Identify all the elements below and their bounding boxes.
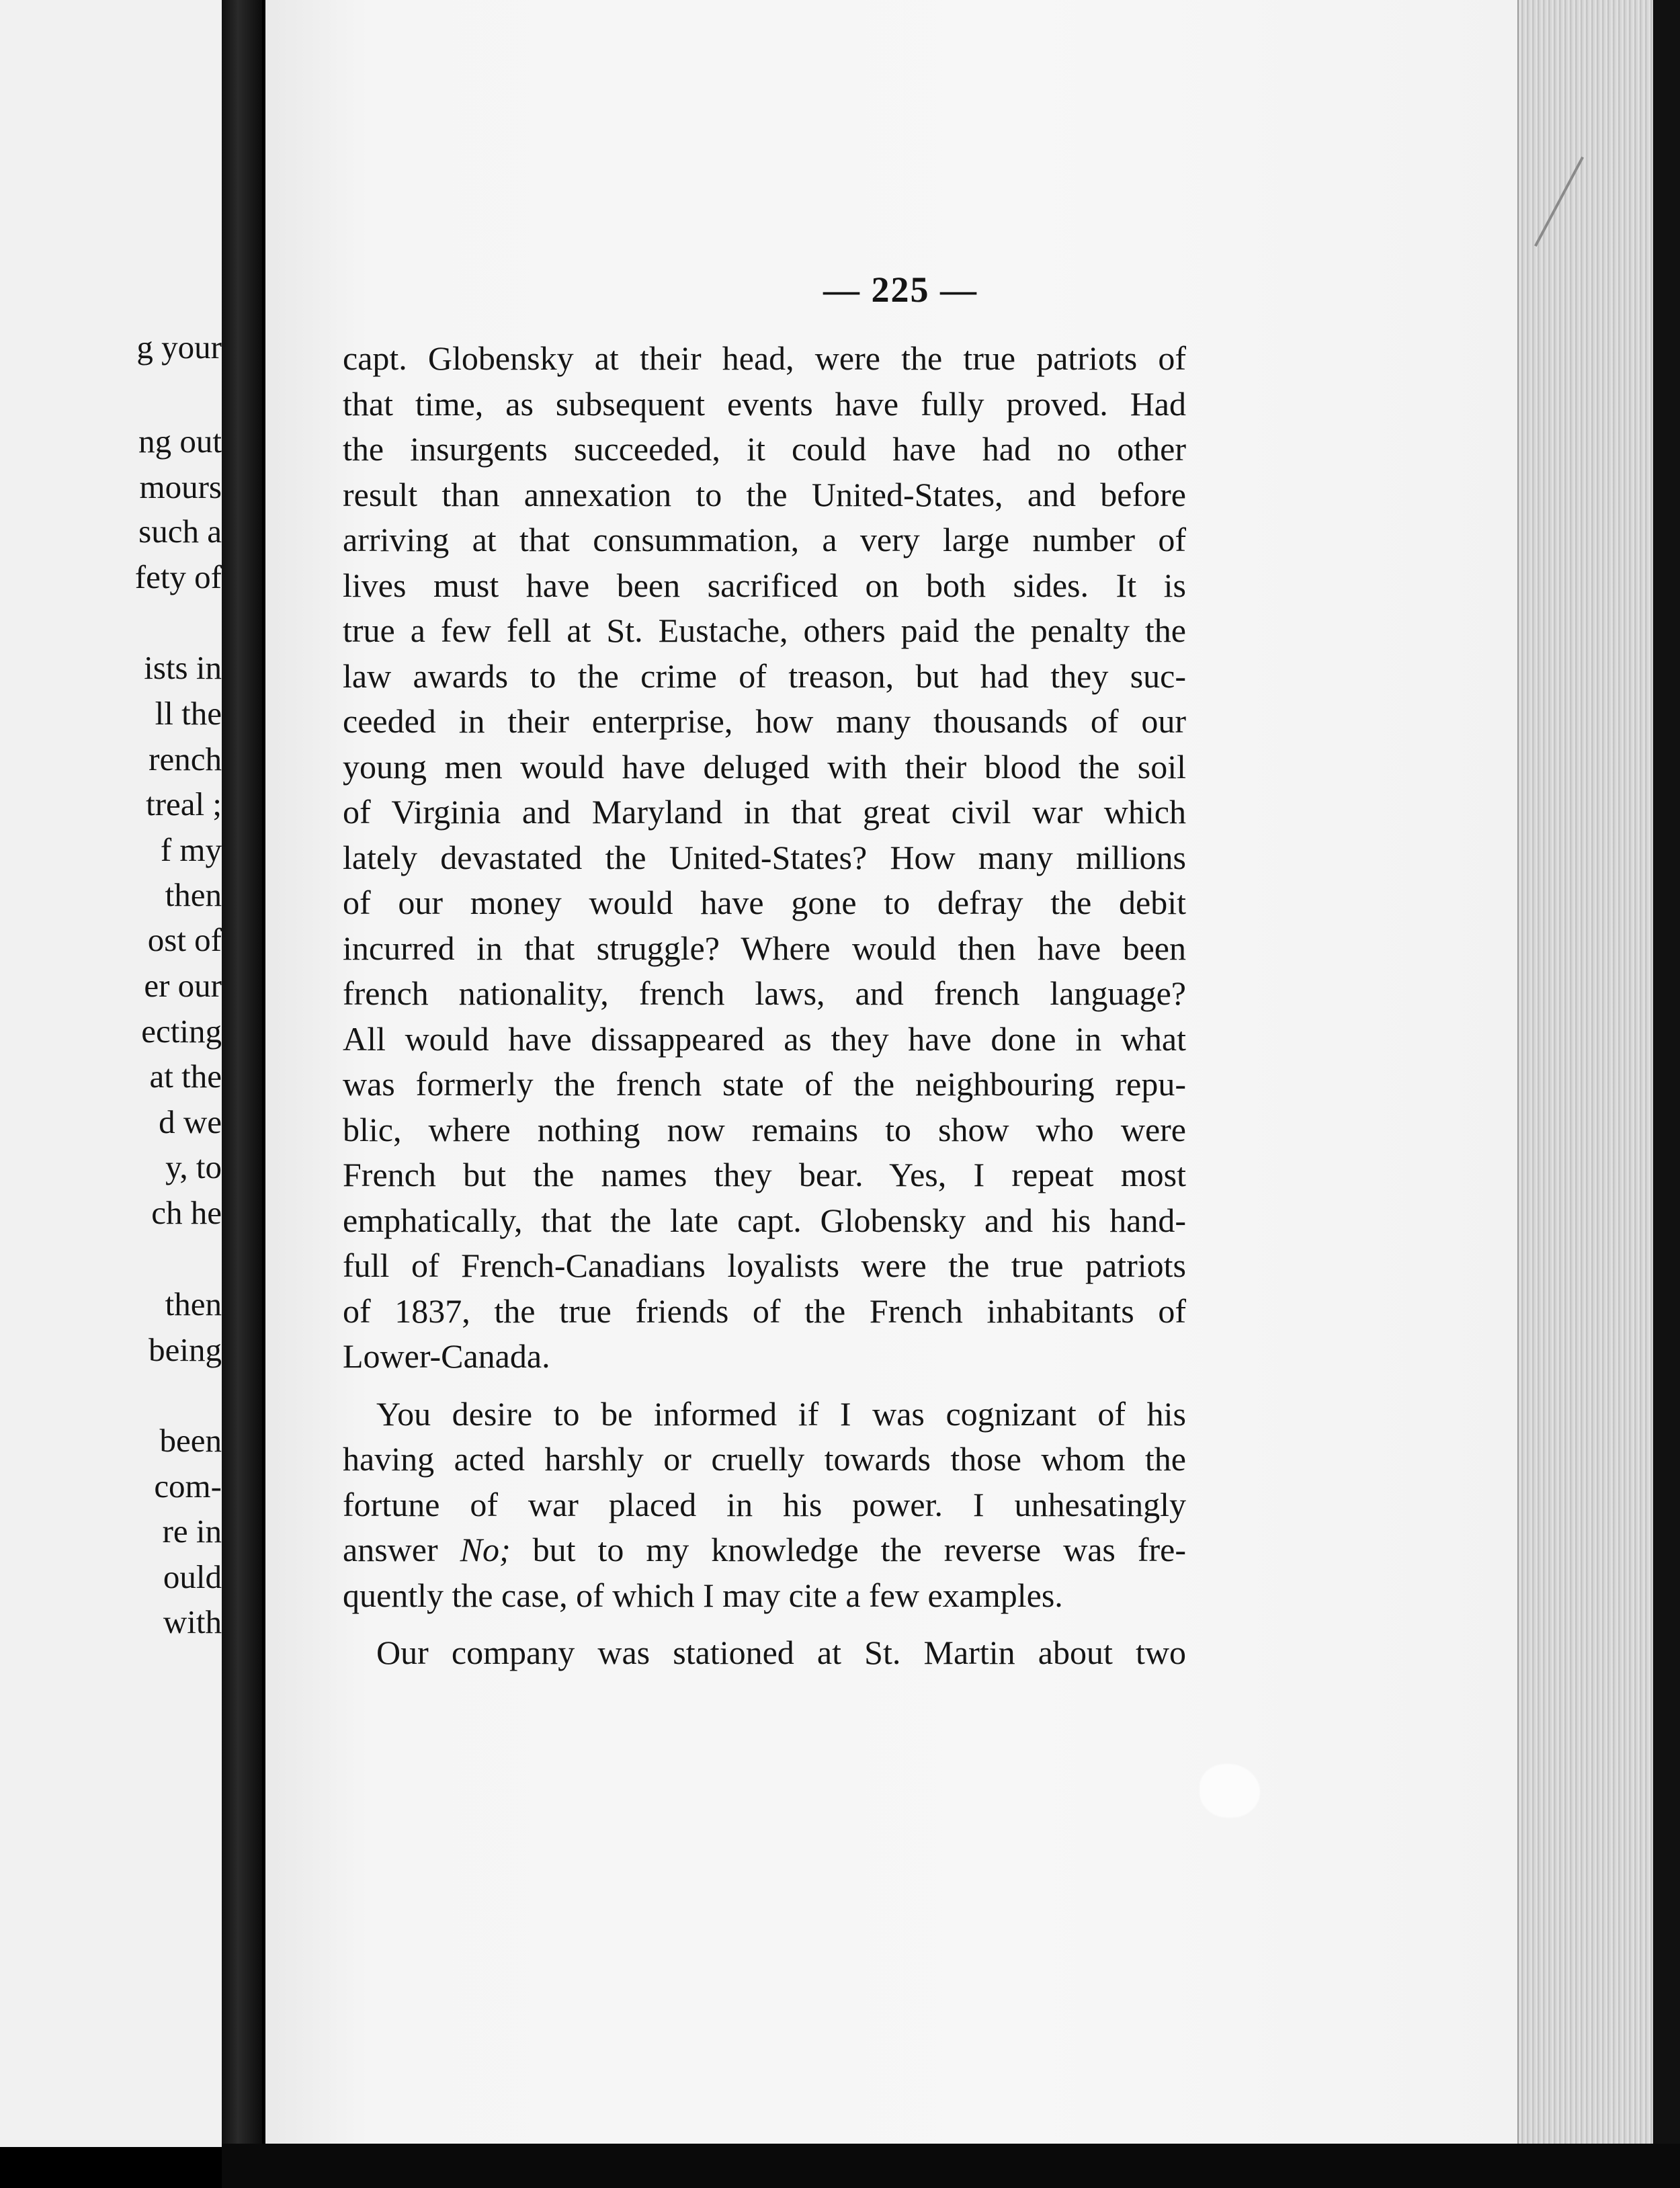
text-line: lately devastated the United-States? How many millions [343,838,1186,876]
fragment-text: ch he [151,1194,222,1231]
fragment-text: such a [138,513,222,550]
fragment-text: fety of [134,558,222,595]
text-line: that time, as subsequent events have fully proved. Had [343,384,1186,423]
fragment-text: ecting [141,1013,222,1050]
fragment-text: been [159,1422,222,1459]
paragraph-2 [343,1392,1186,1619]
previous-page-line-fragment [0,1331,222,1369]
previous-page-line-fragment [0,1285,222,1323]
text-line: fortune of war placed in his power. I unhesatingly [343,1485,1186,1523]
page-body-text [343,336,1186,1676]
fragment-text: then [165,876,222,913]
fragment-text: then [165,1286,222,1322]
text-line: full of French-Canadians loyalists were the true patriots [343,1247,1186,1284]
previous-page-line-fragment [0,468,222,506]
text-line: french nationality, french laws, and french language? [343,974,1186,1012]
fragment-text: re in [162,1513,222,1550]
fragment-text: y, to [165,1148,222,1185]
answer-prefix: answer [343,1531,460,1568]
previous-page-line-fragment [0,1512,222,1550]
previous-page-line-fragment [0,1012,222,1050]
previous-page-line-fragment [0,831,222,869]
fragment-text: ost of [147,921,222,958]
previous-page-line-fragment [0,648,222,687]
text-line [343,1527,1186,1573]
previous-page-line-fragment [0,1057,222,1095]
book-gutter [222,0,262,2188]
previous-page-line-fragment [0,740,222,778]
previous-page-line-fragment [0,1558,222,1596]
previous-page-line-fragment [0,1148,222,1186]
previous-page-line-fragment [0,785,222,823]
previous-page-line-fragment [0,921,222,959]
previous-page-line-fragment [0,1103,222,1141]
italic-answer: No; [460,1531,511,1568]
fragment-text: ists in [144,649,222,686]
fragment-text: mours [139,468,222,505]
text-line: All would have dissappeared as they have done in what [343,1019,1186,1058]
text-line: Our company was stationed at St. Martin about two [376,1634,1186,1671]
previous-page-line-fragment [0,512,222,550]
text-line: Lower-Canada. [343,1337,550,1375]
fragment-text: ould [163,1558,222,1595]
text-line: ceeded in their enterprise, how many thousands of our [343,702,1186,740]
fragment-text: ll the [155,695,222,732]
fragment-text: at the [149,1058,222,1095]
previous-page-line-fragment [0,1421,222,1460]
text-line: arriving at that consummation, a very large number of [343,521,1186,558]
previous-page-line-fragment [0,328,222,366]
text-line: true a few fell at St. Eustache, others paid the penalty the [343,612,1186,649]
text-line: result than annexation to the United-States, and before [343,475,1186,513]
previous-page-line-fragment [0,558,222,596]
previous-page-line-fragment [0,966,222,1005]
scan-border-bottom [222,2144,1680,2188]
scan-border-right [1653,0,1680,2188]
fragment-text: f my [160,831,222,868]
previous-page-line-fragment [0,422,222,460]
previous-page-line-fragment [0,694,222,732]
answer-suffix: but to my knowledge the reverse was fre- [510,1531,1186,1568]
page-number: — 225 — [823,269,978,310]
fragment-text: g your [136,329,222,366]
text-line: You desire to be informed if I was cognizant of his [376,1394,1186,1433]
fragment-text: rench [149,741,222,777]
fragment-text: ng out [138,423,222,460]
paragraph-3 [343,1630,1186,1676]
previous-page-line-fragment [0,1467,222,1505]
fragment-text: treal ; [146,786,222,823]
fragment-text: with [163,1603,222,1640]
text-line: law awards to the crime of treason, but had they suc- [343,657,1186,695]
previous-page-line-fragment [0,1603,222,1641]
text-line: of 1837, the true friends of the French inhabitants of [343,1292,1186,1330]
paragraph-1 [343,336,1186,1380]
previous-page-line-fragment [0,1193,222,1232]
previous-page [0,0,227,2147]
text-line: lives must have been sacrificed on both sides. It is [343,566,1186,604]
page-block-edges [1517,0,1660,2171]
text-line: emphatically, that the late capt. Globensky and his hand- [343,1201,1186,1239]
fragment-text: being [149,1331,222,1368]
text-line: of Virginia and Maryland in that great civil war which [343,793,1186,831]
fragment-text: d we [159,1103,222,1140]
fragment-text: er our [144,967,222,1004]
text-line: the insurgents succeeded, it could have had no other [343,430,1186,468]
paper-stain [1200,1764,1260,1818]
fragment-text: com- [154,1468,222,1505]
text-line: blic, where nothing now remains to show who were [343,1110,1186,1148]
text-line: of our money would have gone to defray the debit [343,884,1186,921]
text-line: young men would have deluged with their blood the soil [343,747,1186,786]
text-line: capt. Globensky at their head, were the true patriots of [343,339,1186,377]
text-line: quently the case, of which I may cite a few examples. [343,1576,1063,1614]
text-line: having acted harshly or cruelly towards those whom the [343,1440,1186,1478]
text-line: incurred in that struggle? Where would then have been [343,929,1186,967]
previous-page-line-fragment [0,876,222,914]
text-line: was formerly the french state of the neighbouring repu- [343,1065,1186,1103]
text-line: French but the names they bear. Yes, I repeat most [343,1156,1186,1193]
